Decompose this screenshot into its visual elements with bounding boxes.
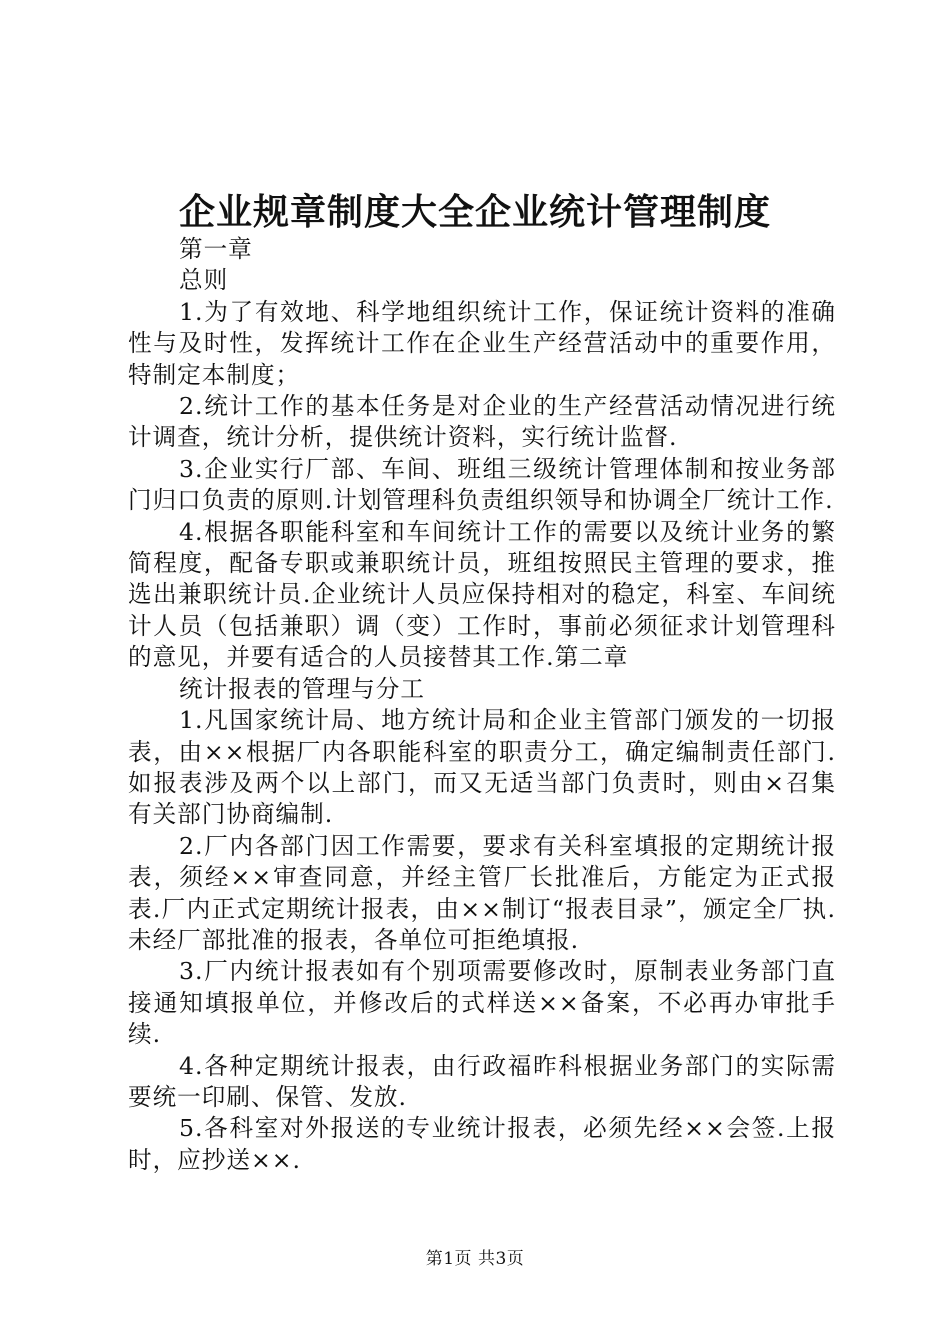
paragraph: 4.根据各职能科室和车间统计工作的需要以及统计业务的繁简程度，配备专职或兼职统计员，班组按照民主管理的要求，推选出兼职统计员.企业统计人员应保持相对的稳定，科室、车间统计人员（包括兼职）调（变）工作时，事前必须征求计划管理科的意见，并要有适合的人员接替其工作.第二章 [128,517,836,672]
paragraph: 4.各种定期统计报表，由行政福昨科根据业务部门的实际需要统一印刷、保管、发放. [128,1051,836,1111]
paragraph: 2.厂内各部门因工作需要，要求有关科室填报的定期统计报表，须经××审查同意，并经主管厂长批准后，方能定为正式报表.厂内正式定期统计报表，由××制订“报表目录”，颁定全厂执.未经厂部批准的报表，各单位可拒绝填报. [128,831,836,954]
page-number-footer: 第1页 共3页 [425,1249,525,1269]
paragraph: 3.厂内统计报表如有个别项需要修改时，原制表业务部门直接通知填报单位，并修改后的式样送××备案，不必再办审批手续. [128,957,836,1049]
paragraph: 2.统计工作的基本任务是对企业的生产经营活动情况进行统计调查，统计分析，提供统计资料，实行统计监督. [128,392,836,452]
paragraph: 1.凡国家统计局、地方统计局和企业主管部门颁发的一切报表，由××根据厂内各职能科室的职责分工，确定编制责任部门.如报表涉及两个以上部门，而又无适当部门负责时，则由×召集有关部门协商编制. [128,706,836,829]
chapter-2-subtitle: 统计报表的管理与分工 [179,674,425,703]
paragraph: 1.为了有效地、科学地组织统计工作，保证统计资料的准确性与及时性，发挥统计工作在企业生产经营活动中的重要作用，特制定本制度； [128,297,836,389]
chapter-1-subtitle: 总则 [179,266,229,295]
paragraph: 3.企业实行厂部、车间、班组三级统计管理体制和按业务部门归口负责的原则.计划管理科负责组织领导和协调全厂统计工作. [128,454,836,515]
document-title: 企业规章制度大全企业统计管理制度 [178,192,771,233]
paragraph: 5.各科室对外报送的专业统计报表，必须先经××会签.上报时，应抄送××. [128,1114,836,1174]
chapter-1-heading: 第一章 [179,235,253,263]
document-body [128,234,836,1176]
